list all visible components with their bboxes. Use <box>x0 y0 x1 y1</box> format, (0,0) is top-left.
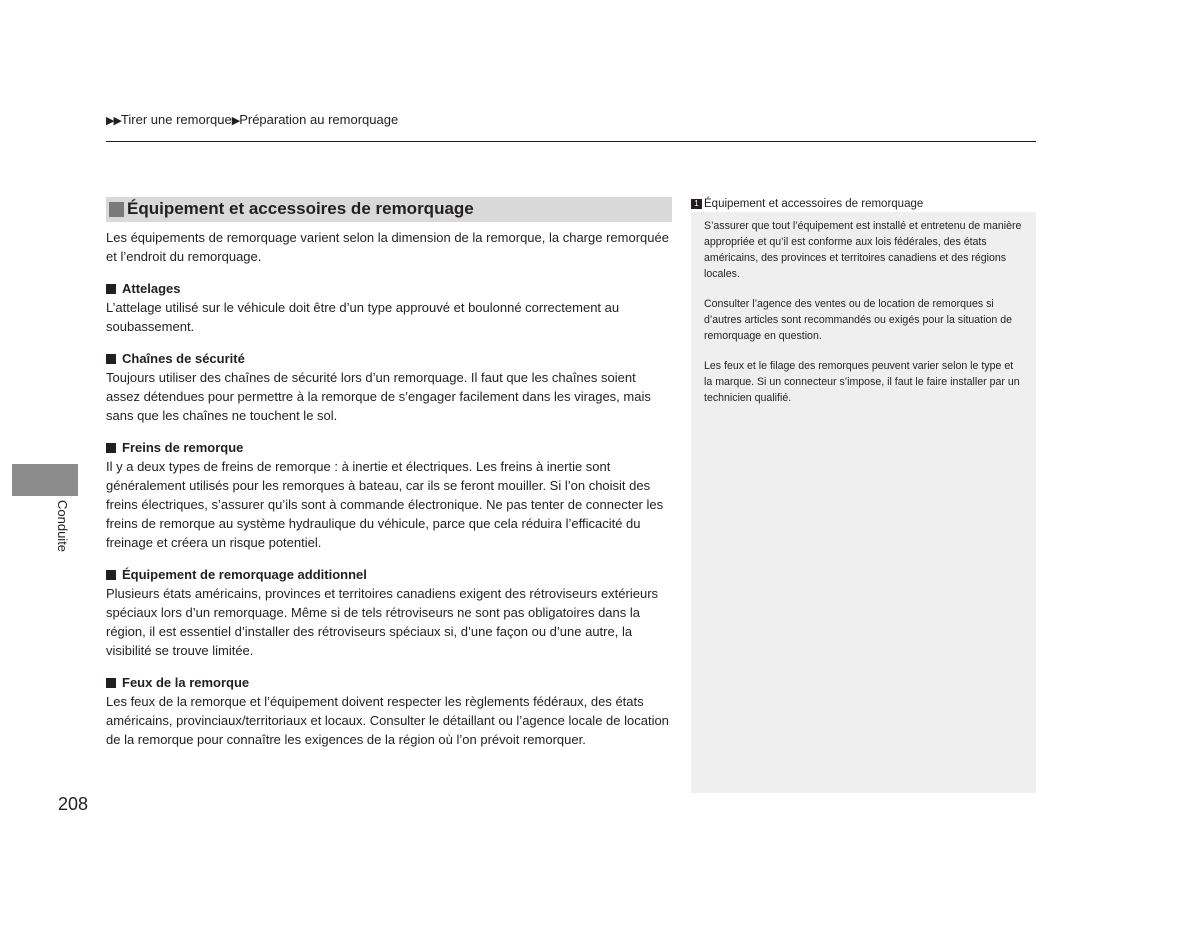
chapter-tab[interactable] <box>12 464 78 496</box>
section-square-icon <box>109 202 124 217</box>
subsection-title-feux: Feux de la remorque <box>122 675 250 690</box>
subsection-heading <box>106 673 672 692</box>
subsection-body-attelages: L’attelage utilisé sur le véhicule doit être d’un type approuvé et boulonné correctement au soubassement. <box>106 300 620 334</box>
subsection-title-chaines: Chaînes de sécurité <box>122 351 245 366</box>
reference-marker-icon: 1 <box>691 199 702 209</box>
subsection-body-equipement: Plusieurs états américains, provinces et territoires canadiens exigent des rétroviseurs extérieurs spéciaux lors d’un remorquage. Même si de tels rétroviseurs ne sont pas obligatoires dans la région, il est essentiel d’installer des rétroviseurs spéciaux si, d’une façon ou d’une autre, la visibilité se trouve limitée. <box>106 586 659 658</box>
sidebar-paragraph: Les feux et le filage des remorques peuvent varier selon le type et la marque. Si un connecteur s’impose, il faut le faire installer par un technicien qualifié. <box>704 360 1020 404</box>
subsection-title-freins: Freins de remorque <box>122 440 244 455</box>
subsection-body-freins: Il y a deux types de freins de remorque : à inertie et électriques. Les freins à inertie sont généralement utilisés pour les remorques à bateau, car ils se feront mouiller. Si l’on choisit des freins électriques, s’assurer qu’ils sont à commande électronique. Ne pas tenter de connecter les freins de remorque au système hydraulique du véhicule, parce que cela réduira l’efficacité du freinage et créera un risque potentiel. <box>106 459 664 550</box>
subsection-title-equipement: Équipement de remorquage additionnel <box>122 567 367 582</box>
subsection-body-chaines: Toujours utiliser des chaînes de sécurité lors d’un remorquage. Il faut que les chaînes soient assez détendues pour permettre à la remorque de s’engager facilement dans les virages, mais sans que les chaînes ne touchent le sol. <box>106 370 651 423</box>
breadcrumb-marker-icon: ▶▶ <box>106 115 121 127</box>
sidebar-paragraph: S’assurer que tout l’équipement est installé et entretenu de manière appropriée et qu’il est conforme aux lois fédérales, des états américains, des provinces et territoires canadiens et des régions locales. <box>704 220 1022 280</box>
chapter-tab-label: Conduite <box>55 500 70 553</box>
section-title: Équipement et accessoires de remorquage <box>127 199 474 218</box>
subsection-heading <box>106 565 672 584</box>
breadcrumb-item-towing[interactable]: Tirer une remorque <box>120 112 232 127</box>
subsection-heading <box>106 438 672 457</box>
subsection-heading <box>106 279 672 298</box>
bullet-square-icon <box>106 443 116 453</box>
sidebar-notes <box>691 196 1036 793</box>
bullet-square-icon <box>106 284 116 294</box>
subsection-title-attelages: Attelages <box>122 281 181 296</box>
breadcrumb-item-preparation[interactable]: Préparation au remorquage <box>239 112 399 127</box>
bullet-square-icon <box>106 354 116 364</box>
sidebar-heading-text: Équipement et accessoires de remorquage <box>704 198 924 210</box>
breadcrumb <box>106 112 398 127</box>
breadcrumb-separator-icon: ▶ <box>231 115 240 127</box>
subsection-heading <box>106 349 672 368</box>
header-divider <box>106 141 1036 142</box>
main-content <box>106 228 672 749</box>
bullet-square-icon <box>106 570 116 580</box>
bullet-square-icon <box>106 678 116 688</box>
sidebar-paragraph: Consulter l’agence des ventes ou de location de remorques si d’autres articles sont recommandés ou exigés pour la situation de remorquage en question. <box>704 298 1012 342</box>
subsection-body-feux: Les feux de la remorque et l’équipement doivent respecter les règlements fédéraux, des états américains, provinciaux/territoriaux et locaux. Consulter le détaillant ou l’agence locale de location de la remorque pour connaître les exigences de la région où l’on prévoit remorquer. <box>106 694 669 747</box>
sidebar-body <box>691 212 1036 406</box>
section-heading-bar <box>106 197 672 222</box>
section-intro: Les équipements de remorquage varient selon la dimension de la remorque, la charge remorquée et l’endroit du remorquage. <box>106 230 669 264</box>
page-number: 208 <box>58 794 89 814</box>
sidebar-heading <box>691 196 1036 212</box>
